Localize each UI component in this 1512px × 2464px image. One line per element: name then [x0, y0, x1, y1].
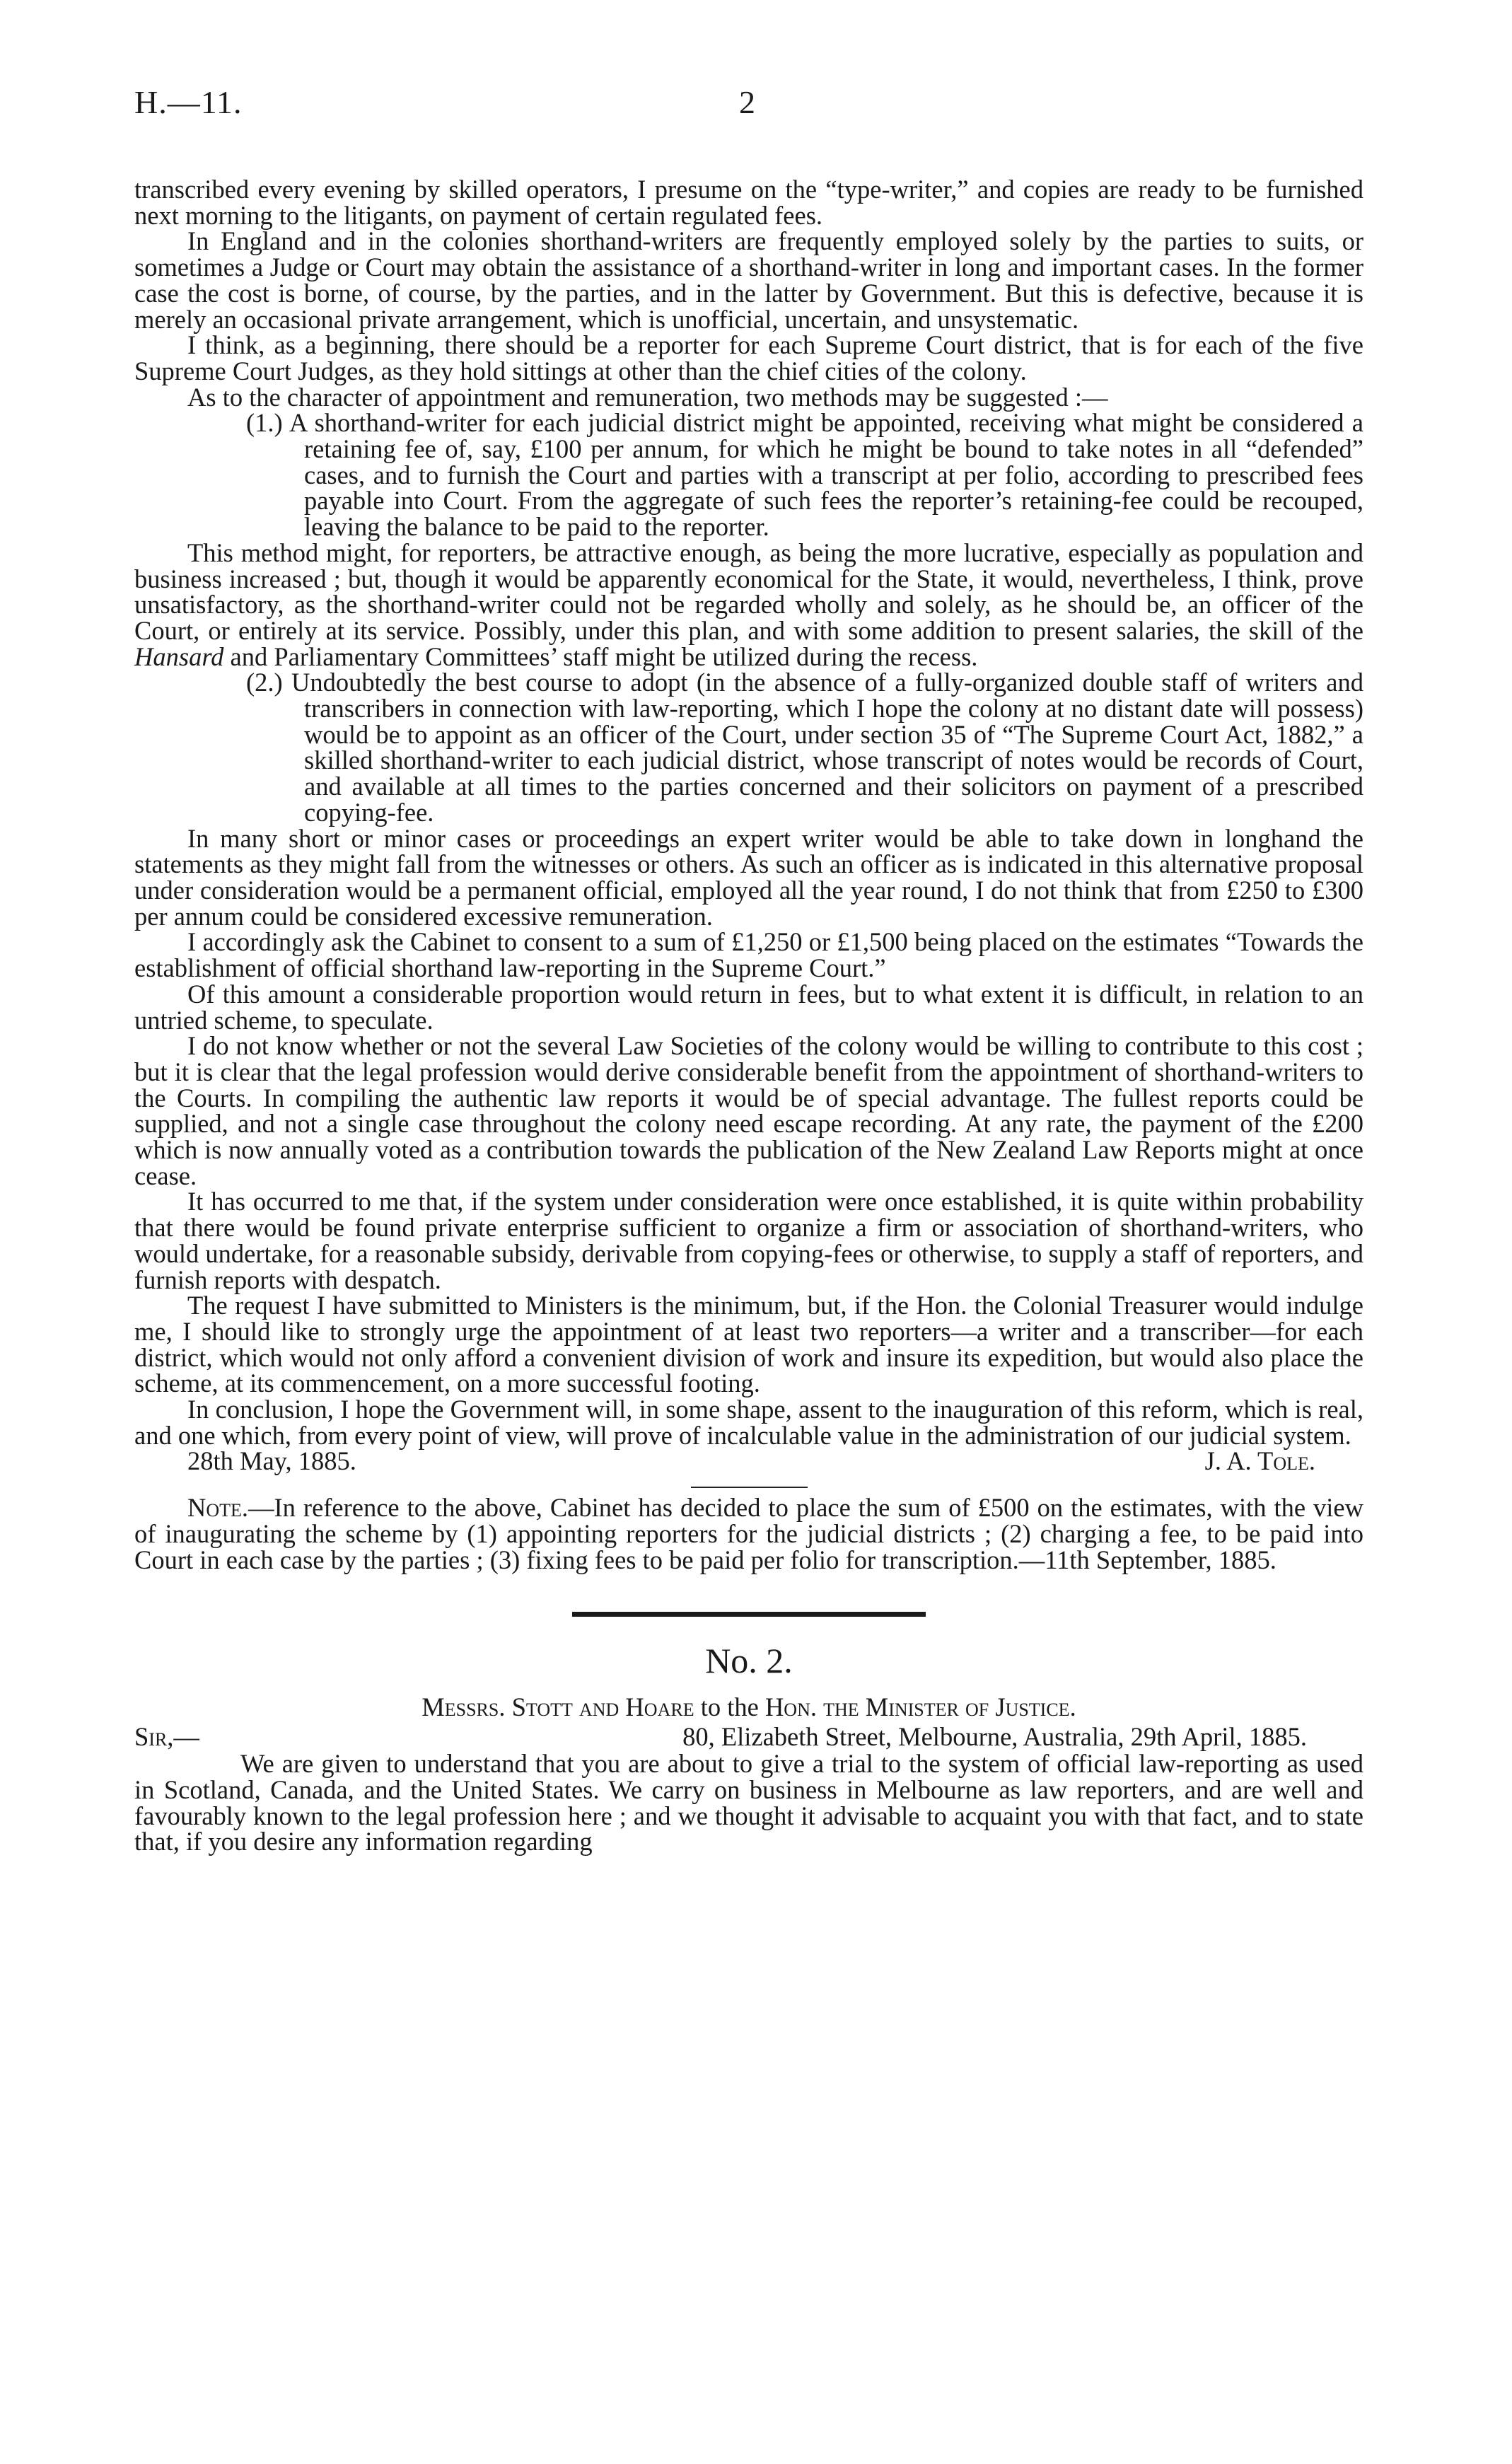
paragraph-shorthand-writers: In England and in the colonies shorthand-writers are frequently employed solely by the parties to suits, or sometimes a Judge or Court may obtain the assistance of a shorthand-writer in long and important cases. In the former case the cost is borne, of course, by the parties, and in the latter by Government. But this is defective, because it is merely an occasional private arrangement, which is unofficial, uncertain, and unsystematic. — [134, 226, 1363, 334]
paragraph-minimum-request: The request I have submitted to Ministers is the minimum, but, if the Hon. the Colonial Treasurer would indulge me, I should like to strongly urge the appointment of at least two reporters—a writer and a transcriber—for each district, which would not only afford a convenient division of work and insure its expedition, but would also place the scheme, at its commencement, on a more successful footing. — [134, 1291, 1363, 1398]
hansard-italic: Hansard — [134, 641, 224, 671]
recipient: Hon. the Minister of Justice. — [764, 1692, 1076, 1721]
paragraph-method-assessment — [134, 537, 1363, 671]
method-text-after: and Parliamentary Committees’ staff might be utilized during the recess. — [230, 641, 978, 671]
paragraph-return-fees: Of this amount a considerable proportion would return in fees, but to what extent it is difficult, in relation to an untried scheme, to speculate. — [134, 979, 1363, 1035]
letter-paragraph: We are given to understand that you are about to give a trial to the system of official law-reporting as used in Scotland, Canada, and the United States. We carry on business in Melbourne as law reporters, and are well and favourably known to the legal profession here ; and we thought it advisable to acquaint you with that fact, and to state that, if you desire any information regarding — [134, 1749, 1363, 1856]
heavy-divider — [572, 1612, 926, 1617]
sender: Messrs. Stott and Hoare — [421, 1692, 694, 1721]
paragraph-continuation: transcribed every evening by skilled operators, I presume on the “type-writer,” and copies are ready to be furnished next morning to the litigants, on payment of certain regulated fees. — [134, 175, 1363, 230]
page-header — [134, 83, 1363, 140]
document-number-heading: No. 2. — [705, 1640, 793, 1680]
paragraph-cabinet-request: I accordingly ask the Cabinet to consent to a sum of £1,250 or £1,500 being placed on the estimates “Towards the establishment of official shorthand law-reporting in the Supreme Court.” — [134, 927, 1363, 983]
page-number: 2 — [739, 84, 755, 120]
sender-address: 80, Elizabeth Street, Melbourne, Australia, 29th April, 1885. — [682, 1722, 1307, 1752]
document-reference: H.—11. — [134, 84, 243, 120]
salutation: Sir,— — [134, 1722, 199, 1752]
note-paragraph — [134, 1495, 1363, 1573]
paragraph-private-enterprise: It has occurred to me that, if the system under consideration were once established, it is quite within probability that there would be found private enterprise sufficient to organize a firm or association of shorthand-writers, who would undertake, for a reasonable subsidy, derivable from copying-fees or otherwise, to supply a staff of reporters, and furnish reports with despatch. — [134, 1187, 1363, 1294]
to-word: to the — [700, 1692, 759, 1721]
list-item-method-2: (2.) Undoubtedly the best course to adopt (in the absence of a fully-organized double staff of writers and transcribers in connection with law-reporting, which I hope the colony at no distant date will possess) would be to appoint as an officer of the Court, under section 35 of “The Supreme Court Act, 1882,” a skilled shorthand-writer to each judicial district, whose transcript of notes would be records of Court, and available at all times to the parties concerned and their solicitors on payment of a prescribed copying-fee. — [246, 668, 1363, 827]
note-label: Note. — [187, 1493, 249, 1523]
paragraph-conclusion: In conclusion, I hope the Government will, in some shape, assent to the inauguration of this reform, which is real, and one which, from every point of view, will prove of incalculable value in the administration of our judicial system. — [134, 1395, 1363, 1450]
paragraph-methods-intro: As to the character of appointment and remuneration, two methods may be suggested :— — [187, 382, 1108, 412]
correspondence-heading — [134, 1692, 1363, 1721]
signature-name: J. A. Tole. — [1204, 1446, 1315, 1476]
document-body — [134, 177, 1363, 1855]
section-divider — [691, 1487, 808, 1488]
signature-date: 28th May, 1885. — [187, 1446, 356, 1476]
note-text: —In reference to the above, Cabinet has decided to place the sum of £500 on the estimates, with the view of inaugurating the scheme by (1) appointing reporters for the judicial districts ; (2) charging a fee, to be paid into Court in each case by the parties ; (3) fixing fees to be paid per folio for transcription.—11th September, 1885. — [134, 1493, 1363, 1574]
list-item-method-1: (1.) A shorthand-writer for each judicial district might be appointed, receiving what might be considered a retaining fee of, say, £100 per annum, for which he might be bound to take notes in all “defended” cases, and to furnish the Court and parties with a transcript at per folio, according to prescribed fees payable into Court. From the aggregate of such fees the reporter’s retaining-fee could be recouped, leaving the balance to be paid to the reporter. — [246, 408, 1363, 542]
paragraph-law-societies: I do not know whether or not the several Law Societies of the colony would be willing to contribute to this cost ; but it is clear that the legal profession would derive considerable benefit from the appointment of shorthand-writers to the Courts. In compiling the authentic law reports it would be of special advantage. The fullest reports could be supplied, and not a single case throughout the colony need escape recording. At any rate, the payment of the £200 which is now annually voted as a contribution towards the publication of the New Zealand Law Reports might at once cease. — [134, 1031, 1363, 1190]
signature-line — [134, 1448, 1363, 1475]
method-text-before: This method might, for reporters, be attractive enough, as being the more lucrative, especially as population and business increased ; but, though it would be apparently economical for the State, it would, nevertheless, I think, prove unsatisfactory, as the shorthand-writer could not be regarded wholly and solely, as he should be, an officer of the Court, or entirely at its service. Possibly, under this plan, and with some addition to present salaries, the skill of the — [134, 537, 1363, 645]
paragraph-minor-cases: In many short or minor cases or proceedings an expert writer would be able to take down in longhand the statements as they might fall from the witnesses or others. As such an officer as is indicated in this alternative proposal under consideration would be a permanent official, employed all the year round, I do not think that from £250 to £300 per annum could be considered excessive remuneration. — [134, 823, 1363, 931]
paragraph-reporter-district: I think, as a beginning, there should be a reporter for each Supreme Court district, that is for each of the five Supreme Court Judges, as they hold sittings at other than the chief cities of the colony. — [134, 330, 1363, 385]
address-line — [134, 1724, 1363, 1751]
